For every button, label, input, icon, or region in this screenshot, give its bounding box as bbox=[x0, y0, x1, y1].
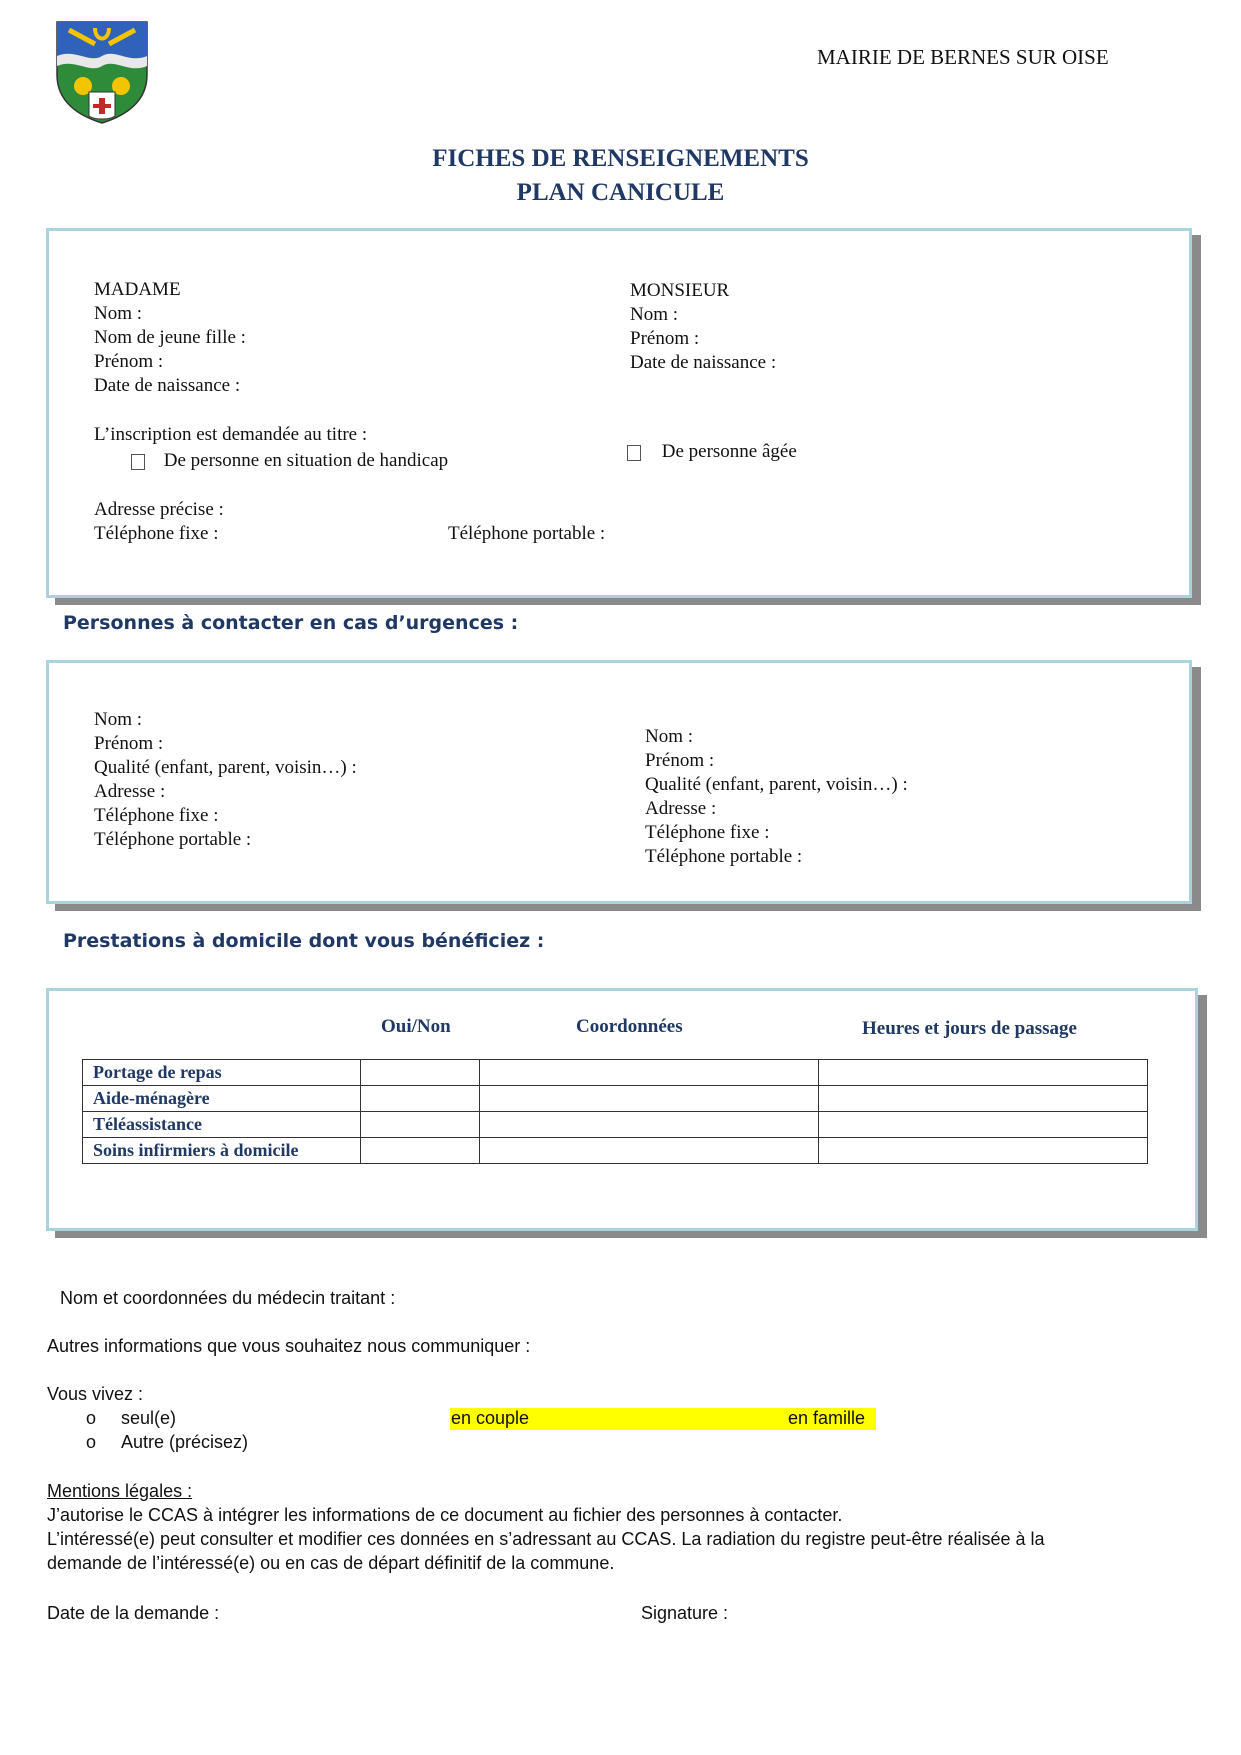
cell-heures[interactable] bbox=[819, 1086, 1148, 1112]
table-row bbox=[83, 1112, 1148, 1138]
bullet-icon: o bbox=[86, 1432, 97, 1452]
contact2-tel-fixe-field[interactable]: Téléphone fixe : bbox=[645, 822, 770, 843]
madame-date-naissance-field[interactable]: Date de naissance : bbox=[94, 375, 241, 396]
option-seul[interactable]: seul(e) bbox=[121, 1408, 177, 1428]
urgences-title: Personnes à contacter en cas d’urgences : bbox=[63, 612, 519, 634]
monsieur-date-naissance-field[interactable]: Date de naissance : bbox=[630, 352, 777, 373]
contact2-tel-portable-field[interactable]: Téléphone portable : bbox=[645, 846, 803, 867]
cell-oui-non[interactable] bbox=[360, 1138, 479, 1164]
handicap-option[interactable] bbox=[131, 449, 448, 473]
col-oui-non: Oui/Non bbox=[381, 1016, 451, 1037]
autres-infos-field[interactable]: Autres informations que vous souhaitez nous communiquer : bbox=[47, 1336, 531, 1356]
contact2-nom-field[interactable]: Nom : bbox=[645, 726, 694, 747]
cell-oui-non[interactable] bbox=[360, 1086, 479, 1112]
cell-coordonnees[interactable] bbox=[479, 1112, 819, 1138]
date-demande-field[interactable]: Date de la demande : bbox=[47, 1603, 220, 1623]
vous-vivez-label: Vous vivez : bbox=[47, 1384, 144, 1404]
signature-field[interactable]: Signature : bbox=[641, 1603, 729, 1623]
monsieur-heading: MONSIEUR bbox=[630, 280, 730, 301]
option-autre[interactable]: Autre (précisez) bbox=[121, 1432, 249, 1452]
contact1-tel-fixe-field[interactable]: Téléphone fixe : bbox=[94, 805, 219, 826]
document-subtitle: PLAN CANICULE bbox=[516, 179, 725, 206]
agee-option[interactable] bbox=[627, 440, 797, 464]
cell-coordonnees[interactable] bbox=[479, 1138, 819, 1164]
monsieur-nom-field[interactable]: Nom : bbox=[630, 304, 679, 325]
contact2-adresse-field[interactable]: Adresse : bbox=[645, 798, 717, 819]
handicap-checkbox[interactable] bbox=[131, 454, 145, 470]
handicap-option-label: De personne en situation de handicap bbox=[163, 450, 449, 471]
cell-oui-non[interactable] bbox=[360, 1112, 479, 1138]
row-label-aide-menagere: Aide-ménagère bbox=[83, 1086, 361, 1112]
mentions-title: Mentions légales : bbox=[47, 1481, 193, 1501]
cell-coordonnees[interactable] bbox=[479, 1086, 819, 1112]
option-couple[interactable]: en couple bbox=[451, 1408, 530, 1428]
medecin-field[interactable]: Nom et coordonnées du médecin traitant : bbox=[60, 1288, 396, 1308]
contact1-adresse-field[interactable]: Adresse : bbox=[94, 781, 166, 802]
cell-oui-non[interactable] bbox=[360, 1060, 479, 1086]
adresse-field[interactable]: Adresse précise : bbox=[94, 499, 224, 520]
madame-prenom-field[interactable]: Prénom : bbox=[94, 351, 164, 372]
madame-nom-jeune-fille-field[interactable]: Nom de jeune fille : bbox=[94, 327, 246, 348]
option-famille[interactable]: en famille bbox=[788, 1408, 866, 1428]
mentions-line-1: J’autorise le CCAS à intégrer les informations de ce document au fichier des personnes à contacter. bbox=[47, 1505, 843, 1525]
bullet-icon: o bbox=[86, 1408, 97, 1428]
agee-option-label: De personne âgée bbox=[661, 441, 797, 462]
cell-coordonnees[interactable] bbox=[479, 1060, 819, 1086]
table-row bbox=[83, 1086, 1148, 1112]
inscription-label: L’inscription est demandée au titre : bbox=[94, 424, 368, 445]
madame-nom-field[interactable]: Nom : bbox=[94, 303, 143, 324]
cell-heures[interactable] bbox=[819, 1060, 1148, 1086]
row-label-teleassistance: Téléassistance bbox=[83, 1112, 361, 1138]
prestations-title: Prestations à domicile dont vous bénéficiez : bbox=[63, 930, 545, 952]
prestations-table bbox=[82, 1059, 1148, 1164]
contact1-tel-portable-field[interactable]: Téléphone portable : bbox=[94, 829, 252, 850]
col-coordonnees: Coordonnées bbox=[576, 1016, 683, 1037]
madame-heading: MADAME bbox=[94, 279, 181, 300]
urgences-box bbox=[46, 660, 1192, 904]
row-label-soins-infirmiers: Soins infirmiers à domicile bbox=[83, 1138, 361, 1164]
tel-fixe-field[interactable]: Téléphone fixe : bbox=[94, 523, 219, 544]
contact1-nom-field[interactable]: Nom : bbox=[94, 709, 143, 730]
table-row bbox=[83, 1138, 1148, 1164]
contact1-prenom-field[interactable]: Prénom : bbox=[94, 733, 164, 754]
coat-of-arms-logo bbox=[55, 20, 149, 124]
table-row bbox=[83, 1060, 1148, 1086]
cell-heures[interactable] bbox=[819, 1138, 1148, 1164]
mairie-name: MAIRIE DE BERNES SUR OISE bbox=[817, 45, 1109, 69]
agee-checkbox[interactable] bbox=[627, 445, 641, 461]
contact2-prenom-field[interactable]: Prénom : bbox=[645, 750, 715, 771]
monsieur-prenom-field[interactable]: Prénom : bbox=[630, 328, 700, 349]
col-heures-jours: Heures et jours de passage bbox=[862, 1018, 1077, 1039]
mentions-line-3: demande de l’intéressé(e) ou en cas de départ définitif de la commune. bbox=[47, 1553, 615, 1573]
contact2-qualite-field[interactable]: Qualité (enfant, parent, voisin…) : bbox=[645, 774, 908, 795]
document-title: FICHES DE RENSEIGNEMENTS bbox=[432, 145, 809, 172]
tel-portable-field[interactable]: Téléphone portable : bbox=[448, 523, 606, 544]
mentions-line-2: L’intéressé(e) peut consulter et modifier ces données en s’adressant au CCAS. La radiation du registre peut-être réalisée à la bbox=[47, 1529, 1045, 1549]
row-label-portage: Portage de repas bbox=[83, 1060, 361, 1086]
cell-heures[interactable] bbox=[819, 1112, 1148, 1138]
contact1-qualite-field[interactable]: Qualité (enfant, parent, voisin…) : bbox=[94, 757, 357, 778]
